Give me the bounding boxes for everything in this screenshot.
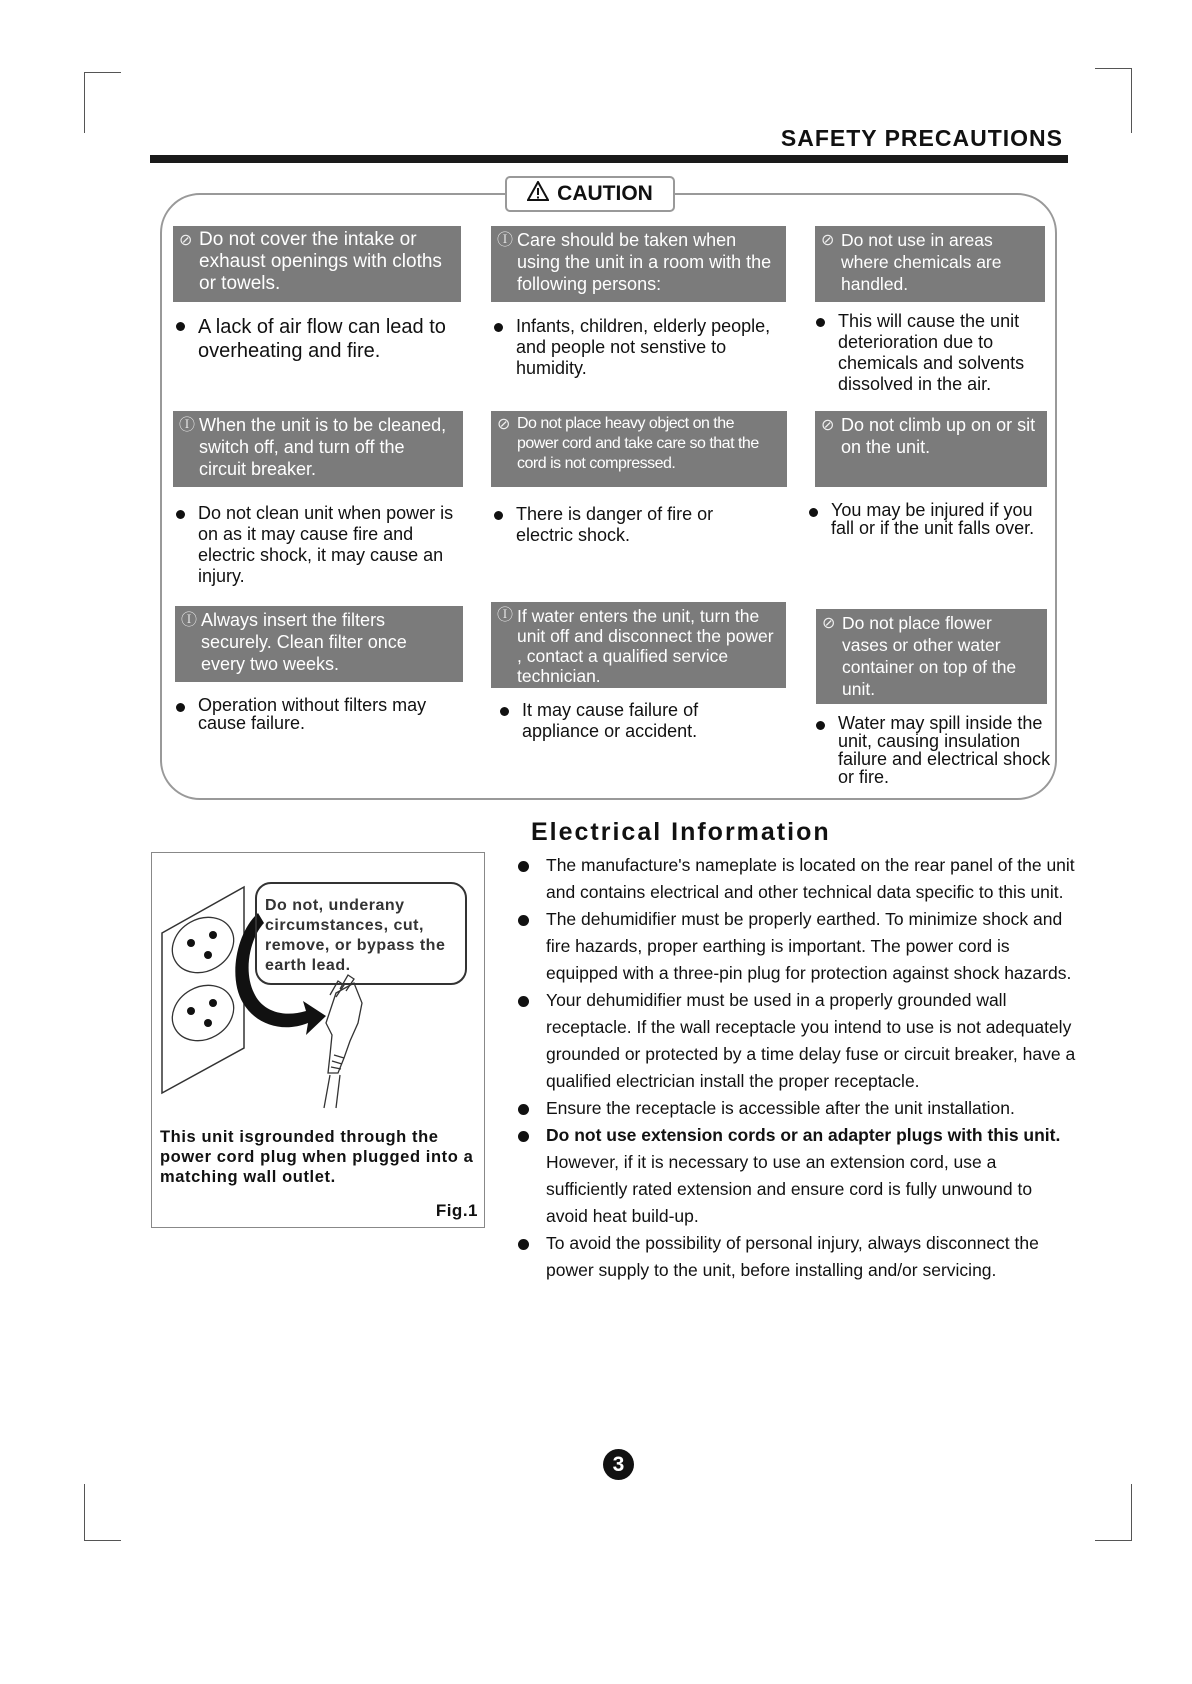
prohibited-icon: ⊘ [179, 232, 193, 249]
list-item: The dehumidifier must be properly earthed. To minimize shock and fire hazards, proper earthing is important. The power cord is equipped with a three-pin plug for protection against shock hazards. [516, 906, 1076, 987]
prohibited-icon: ⊘ [822, 615, 836, 632]
header-rule [150, 155, 1068, 163]
instruction-icon: Ⓘ [497, 232, 514, 249]
prohibited-icon: ⊘ [821, 232, 835, 249]
crop-mark-top-right [1095, 68, 1132, 133]
warning-triangle-icon [527, 181, 549, 207]
list-item: To avoid the possibility of personal injury, always disconnect the power supply to the unit, before installing and/or servicing. [516, 1230, 1076, 1284]
page-title: SAFETY PRECAUTIONS [780, 125, 1063, 151]
figure-grounding [151, 852, 485, 1228]
caution-heading-8: Ⓘ If water enters the unit, turn the unit off and disconnect the power , contact a qualified service technician. [491, 602, 786, 688]
list-item: Ensure the receptacle is accessible after the unit installation. [516, 1095, 1076, 1122]
crop-mark-bottom-right [1095, 1484, 1132, 1541]
caution-heading-5: ⊘ Do not place heavy object on the power cord and take care so that the cord is not compressed. [491, 411, 787, 487]
electrical-list [516, 852, 1076, 1284]
caution-heading-2: Ⓘ Care should be taken when using the unit in a room with the following persons: [491, 226, 786, 302]
caution-bullet-8: It may cause failure of appliance or accident. [496, 700, 766, 742]
caution-bullet-1: A lack of air flow can lead to overheating and fire. [172, 315, 462, 363]
caution-heading-9: ⊘ Do not place flower vases or other water container on top of the unit. [816, 609, 1047, 704]
section-title-electrical: Electrical Information [531, 818, 831, 846]
caution-heading-7: Ⓘ Always insert the filters securely. Clean filter once every two weeks. [175, 606, 463, 682]
list-item: Do not use extension cords or an adapter plugs with this unit. However, if it is necessary to use an extension cord, use a sufficiently rated extension and ensure cord is fully unwound to avoid heat build-up. [516, 1122, 1076, 1230]
caution-bullet-2: Infants, children, elderly people, and people not senstive to humidity. [490, 316, 795, 379]
instruction-icon: Ⓘ [179, 417, 196, 434]
caution-bullet-6: You may be injured if you fall or if the unit falls over. [805, 501, 1045, 537]
page-number: 3 [603, 1449, 634, 1480]
caution-bullet-4: Do not clean unit when power is on as it may cause fire and electric shock, it may cause an injury. [172, 503, 462, 587]
caution-heading-1: ⊘ Do not cover the intake or exhaust openings with cloths or towels. [173, 226, 461, 302]
instruction-icon: Ⓘ [497, 607, 514, 624]
crop-mark-top-left [84, 72, 121, 133]
caution-heading-3: ⊘ Do not use in areas where chemicals are handled. [815, 226, 1045, 302]
caution-heading-4: Ⓘ When the unit is to be cleaned, switch off, and turn off the circuit breaker. [173, 411, 463, 487]
crop-mark-bottom-left [84, 1484, 121, 1541]
caution-text: CAUTION [557, 182, 653, 205]
caution-heading-6: ⊘ Do not climb up on or sit on the unit. [815, 411, 1047, 487]
prohibited-icon: ⊘ [497, 416, 510, 433]
figure-caption: This unit isgrounded through the power cord plug when plugged into a matching wall outlet. [160, 1128, 474, 1186]
prohibited-icon: ⊘ [821, 417, 835, 434]
caution-label [505, 176, 675, 212]
warning-bubble: Do not, underany circumstances, cut, remove, or bypass the earth lead. [255, 882, 467, 985]
caution-bullet-5: There is danger of fire or electric shock. [490, 504, 760, 546]
instruction-icon: Ⓘ [181, 612, 198, 629]
caution-bullet-7: Operation without filters may cause failure. [172, 696, 442, 732]
caution-bullet-9: Water may spill inside the unit, causing insulation failure and electrical shock or fire. [812, 714, 1057, 786]
list-item: Your dehumidifier must be used in a properly grounded wall receptacle. If the wall receptacle you intend to use is not adequately grounded or protected by a time delay fuse or circuit breaker, have a qualified electrician install the proper receptacle. [516, 987, 1076, 1095]
list-item: The manufacture's nameplate is located on the rear panel of the unit and contains electrical and other technical data specific to this unit. [516, 852, 1076, 906]
caution-bullet-3: This will cause the unit deterioration due to chemicals and solvents dissolved in the air. [812, 311, 1047, 395]
figure-label: Fig.1 [435, 1201, 478, 1220]
